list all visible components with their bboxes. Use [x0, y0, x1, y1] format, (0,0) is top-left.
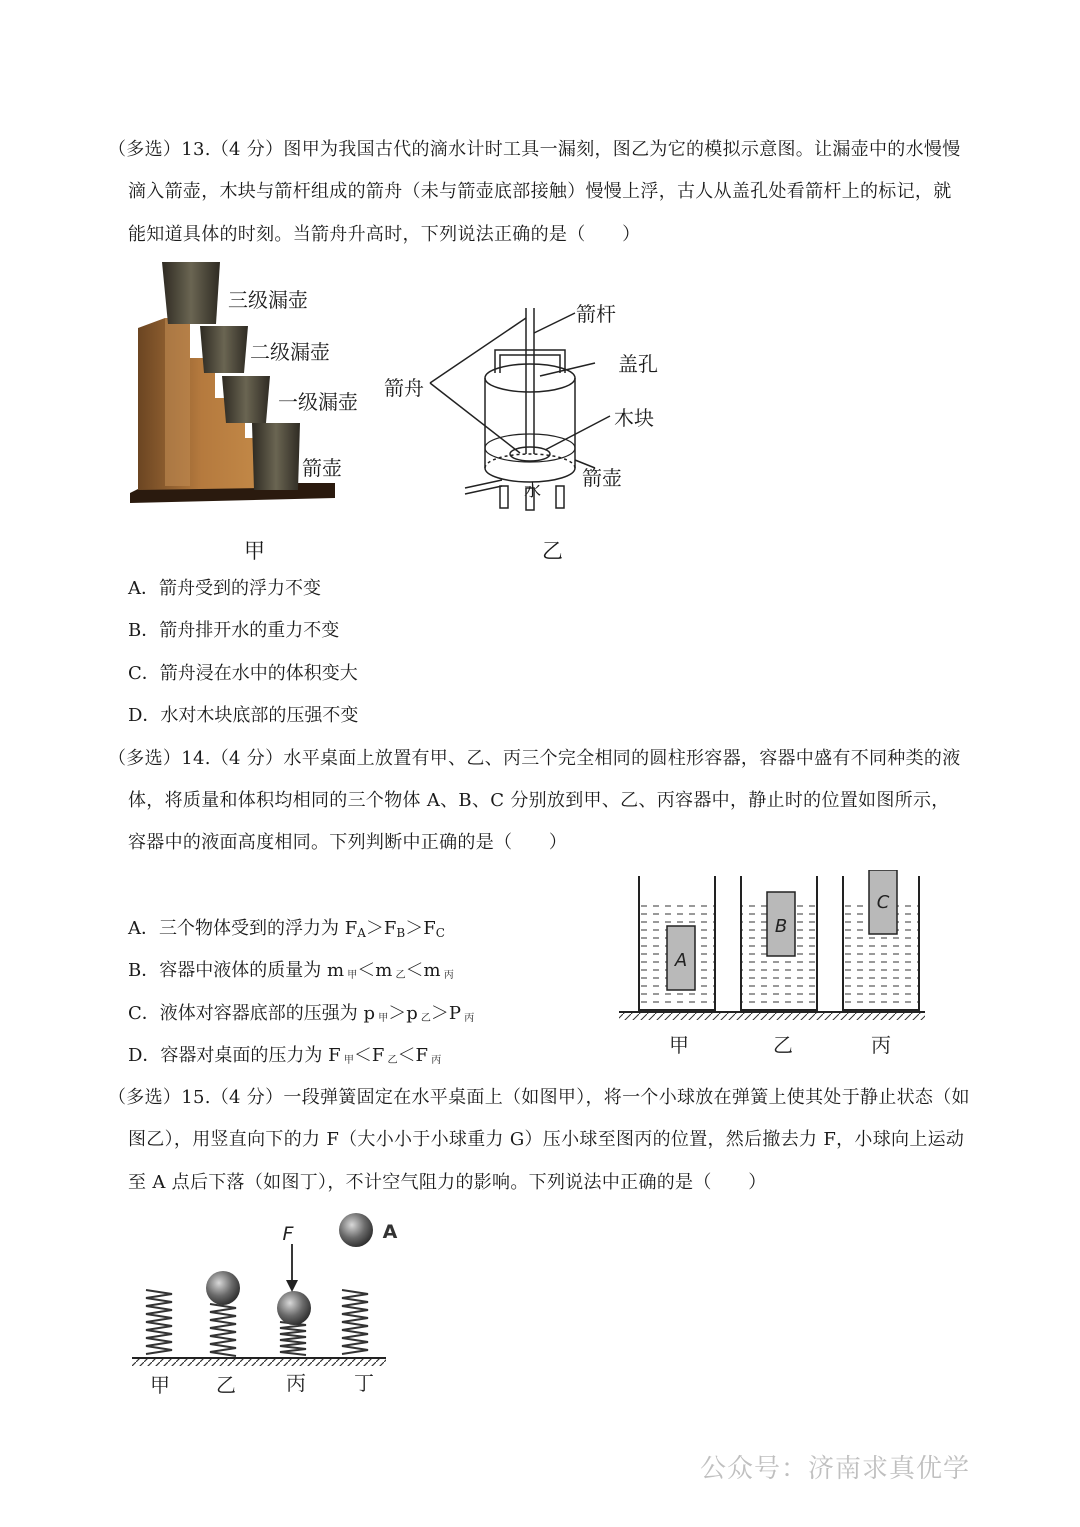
q15-line-2: 图乙），用竖直向下的力 F（大小小于小球重力 G）压小球至图丙的位置，然后撤去力 F，小球向上运动 [128, 1129, 965, 1150]
object-c-label: C [876, 892, 890, 913]
label-arrow-rod: 箭杆 [576, 302, 616, 326]
spring-ding-caption: 丁 [354, 1371, 374, 1395]
containers-figure [615, 870, 935, 1060]
caption-jia: 甲 [244, 539, 265, 563]
label-level1-vessel: 一级漏壶 [278, 390, 358, 414]
q14-option-d: D．容器对桌面的压力为 F $_甲$＜F $_乙$＜F $_丙$ [128, 1045, 442, 1066]
label-arrow-pot: 箭壶 [582, 466, 622, 490]
point-a-label: A [382, 1221, 398, 1243]
q13-line-2: 滴入箭壶，木块与箭杆组成的箭舟（未与箭壶底部接触）慢慢上浮，古人从盖孔处看箭杆上的标记，就 [128, 181, 952, 202]
object-a-label: A [674, 950, 688, 971]
q14-line-2: 体，将质量和体积均相同的三个物体 A、B、C 分别放到甲、乙、丙容器中，静止时的位置如图所示， [128, 790, 950, 811]
label-level2-vessel: 二级漏壶 [250, 340, 330, 364]
label-arrow-vessel: 箭壶 [302, 456, 342, 480]
label-level3-vessel: 三级漏壶 [228, 288, 308, 312]
q14-line-1: （多选）14.（4 分）水平桌面上放置有甲、乙、丙三个完全相同的圆柱形容器，容器中盛有不同种类的液 [108, 748, 961, 769]
q13-option-a: A．箭舟受到的浮力不变 [128, 578, 321, 599]
label-arrow-boat: 箭舟 [384, 376, 424, 400]
container-yi-caption: 乙 [773, 1033, 793, 1057]
q13-option-c: C．箭舟浸在水中的体积变大 [128, 663, 358, 684]
q13-line-3: 能知道具体的时刻。当箭舟升高时，下列说法正确的是（ ） [128, 224, 641, 245]
q15-line-3: 至 A 点后下落（如图丁），不计空气阻力的影响。下列说法中正确的是（ ） [128, 1172, 767, 1193]
watermark: 公众号：济南求真优学 [700, 1454, 971, 1484]
q14-option-a: A．三个物体受到的浮力为 $F_A>F_B>F_C$ [128, 918, 445, 940]
q13-option-b: B．箭舟排开水的重力不变 [128, 620, 340, 641]
spring-yi-caption: 乙 [216, 1373, 236, 1397]
container-bing-caption: 丙 [871, 1033, 891, 1057]
container-jia-caption: 甲 [669, 1033, 689, 1057]
label-wood-block: 木块 [614, 406, 654, 430]
q15-line-1: （多选）15.（4 分）一段弹簧固定在水平桌面上（如图甲），将一个小球放在弹簧上使其处于静止状态（如 [108, 1087, 970, 1108]
q14-line-3: 容器中的液面高度相同。下列判断中正确的是（ ） [128, 832, 568, 853]
q14-option-c: C．液体对容器底部的压强为 p $_甲$＞p $_乙$＞P $_丙$ [128, 1003, 475, 1024]
spring-jia-caption: 甲 [150, 1373, 170, 1397]
spring-ball-figure [128, 1210, 408, 1400]
force-f-label: F [282, 1223, 294, 1245]
spring-bing-caption: 丙 [286, 1371, 306, 1395]
object-b-label: B [774, 916, 788, 937]
label-lid-hole: 盖孔 [618, 352, 658, 376]
caption-yi: 乙 [542, 539, 563, 563]
q13-line-1: （多选）13.（4 分）图甲为我国古代的滴水计时工具一漏刻，图乙为它的模拟示意图。让漏壶中的水慢慢 [108, 139, 961, 160]
q13-option-d: D．水对木块底部的压强不变 [128, 705, 359, 726]
q14-option-b: B．容器中液体的质量为 m $_甲$＜m $_乙$＜m $_丙$ [128, 960, 454, 981]
label-water: 水 [524, 481, 541, 501]
